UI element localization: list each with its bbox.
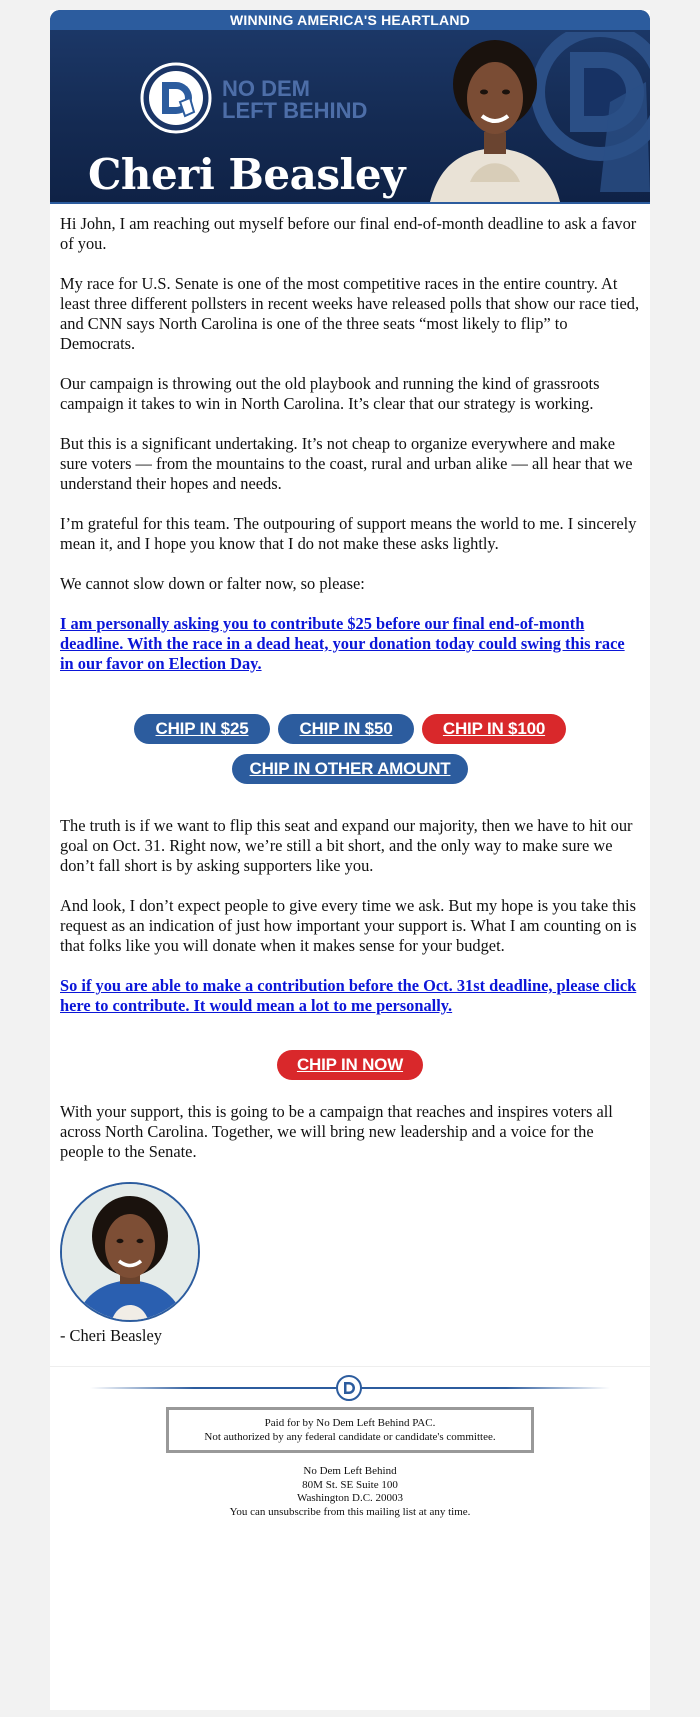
chip-in-100-button[interactable]: CHIP IN $100 [422, 714, 566, 744]
paragraph-undertaking: But this is a significant undertaking. It’s not cheap to organize everywhere and make sure voters — from the mountains to the coast, rural and urban alike — all hear that we understand their hopes and needs. [60, 434, 633, 493]
chip-in-50-button[interactable]: CHIP IN $50 [278, 714, 414, 744]
banner-title: WINNING AMERICA'S HEARTLAND [50, 10, 650, 30]
paragraph-race: My race for U.S. Senate is one of the most competitive races in the entire country. At least three different pollsters in recent weeks have released polls that show our race tied, and CNN says North Carolina is one of the three seats “most likely to flip” to Democrats. [60, 274, 640, 353]
contribute-link-deadline[interactable]: So if you are able to make a contribution before the Oct. 31st deadline, please click here to contribute. It would mean a lot to me personally. [60, 976, 637, 1015]
footer-unsubscribe: You can unsubscribe from this mailing list at any time. [229, 1505, 471, 1518]
footer-address-2: Washington D.C. 20003 [296, 1492, 404, 1504]
footer-org: No Dem Left Behind [303, 1465, 397, 1477]
chip-in-now-button[interactable]: CHIP IN NOW [277, 1050, 423, 1080]
paragraph-campaign: Our campaign is throwing out the old playbook and running the kind of grassroots campaign it takes to win in North Carolina. It’s clear that our strategy is working. [60, 374, 600, 413]
paragraph-support: With your support, this is going to be a campaign that reaches and inspires voters all across North Carolina. Together, we will bring new leadership and a voice for the people to the Senate. [60, 1102, 613, 1161]
email-container [50, 10, 650, 1710]
disclaimer-line-2: Not authorized by any federal candidate or candidate's committee. [204, 1431, 496, 1443]
signature-name: - Cheri Beasley [60, 1326, 162, 1345]
paragraph-please: We cannot slow down or falter now, so please: [60, 574, 365, 593]
footer-address-1: 80M St. SE Suite 100 [302, 1478, 398, 1491]
chip-in-other-amount-button[interactable]: CHIP IN OTHER AMOUNT [232, 754, 468, 784]
logo-line-1: NO DEM [222, 76, 310, 101]
candidate-portrait [420, 32, 570, 202]
email-body [50, 204, 650, 1346]
paragraph-truth: The truth is if we want to flip this seat and expand our majority, then we have to hit our goal on Oct. 31. Right now, we’re still a bit short, and the only way to make sure we don’t fall short is by asking supporters like you. [60, 816, 633, 875]
donation-button-row [60, 714, 640, 744]
paragraph-look: And look, I don’t expect people to give every time we ask. But my hope is you take this request as an indication of just how important your support is. What I am counting on is that folks like you will donate when it makes sense for your budget. [60, 896, 637, 955]
footer-address [50, 1465, 650, 1519]
no-dem-left-behind-logo-icon [140, 62, 212, 134]
signature-photo [60, 1182, 200, 1322]
chip-in-now-row [60, 1050, 640, 1082]
paid-for-disclaimer [166, 1407, 534, 1453]
paragraph-greeting: Hi John, I am reaching out myself before our final end-of-month deadline to ask a favor of you. [60, 214, 637, 253]
chip-in-25-button[interactable]: CHIP IN $25 [134, 714, 270, 744]
logo-line-2: LEFT BEHIND [222, 98, 368, 123]
disclaimer-line-1: Paid for by No Dem Left Behind PAC. [264, 1417, 436, 1429]
signature-portrait [62, 1184, 198, 1320]
donation-button-row-2 [60, 754, 640, 786]
footer-d-logo-icon [336, 1375, 362, 1401]
header-banner [50, 10, 650, 202]
candidate-name: Cheri Beasley [88, 150, 406, 199]
logo-wordmark [222, 78, 367, 122]
contribute-link-25[interactable]: I am personally asking you to contribute $25 before our final end-of-month deadline. With the race in a dead heat, your donation today could swing this race in our favor on Election Day. [60, 614, 625, 673]
footer-divider [50, 1366, 650, 1407]
paragraph-grateful: I’m grateful for this team. The outpouring of support means the world to me. I sincerely mean it, and I hope you know that I do not make these asks lightly. [60, 514, 637, 553]
